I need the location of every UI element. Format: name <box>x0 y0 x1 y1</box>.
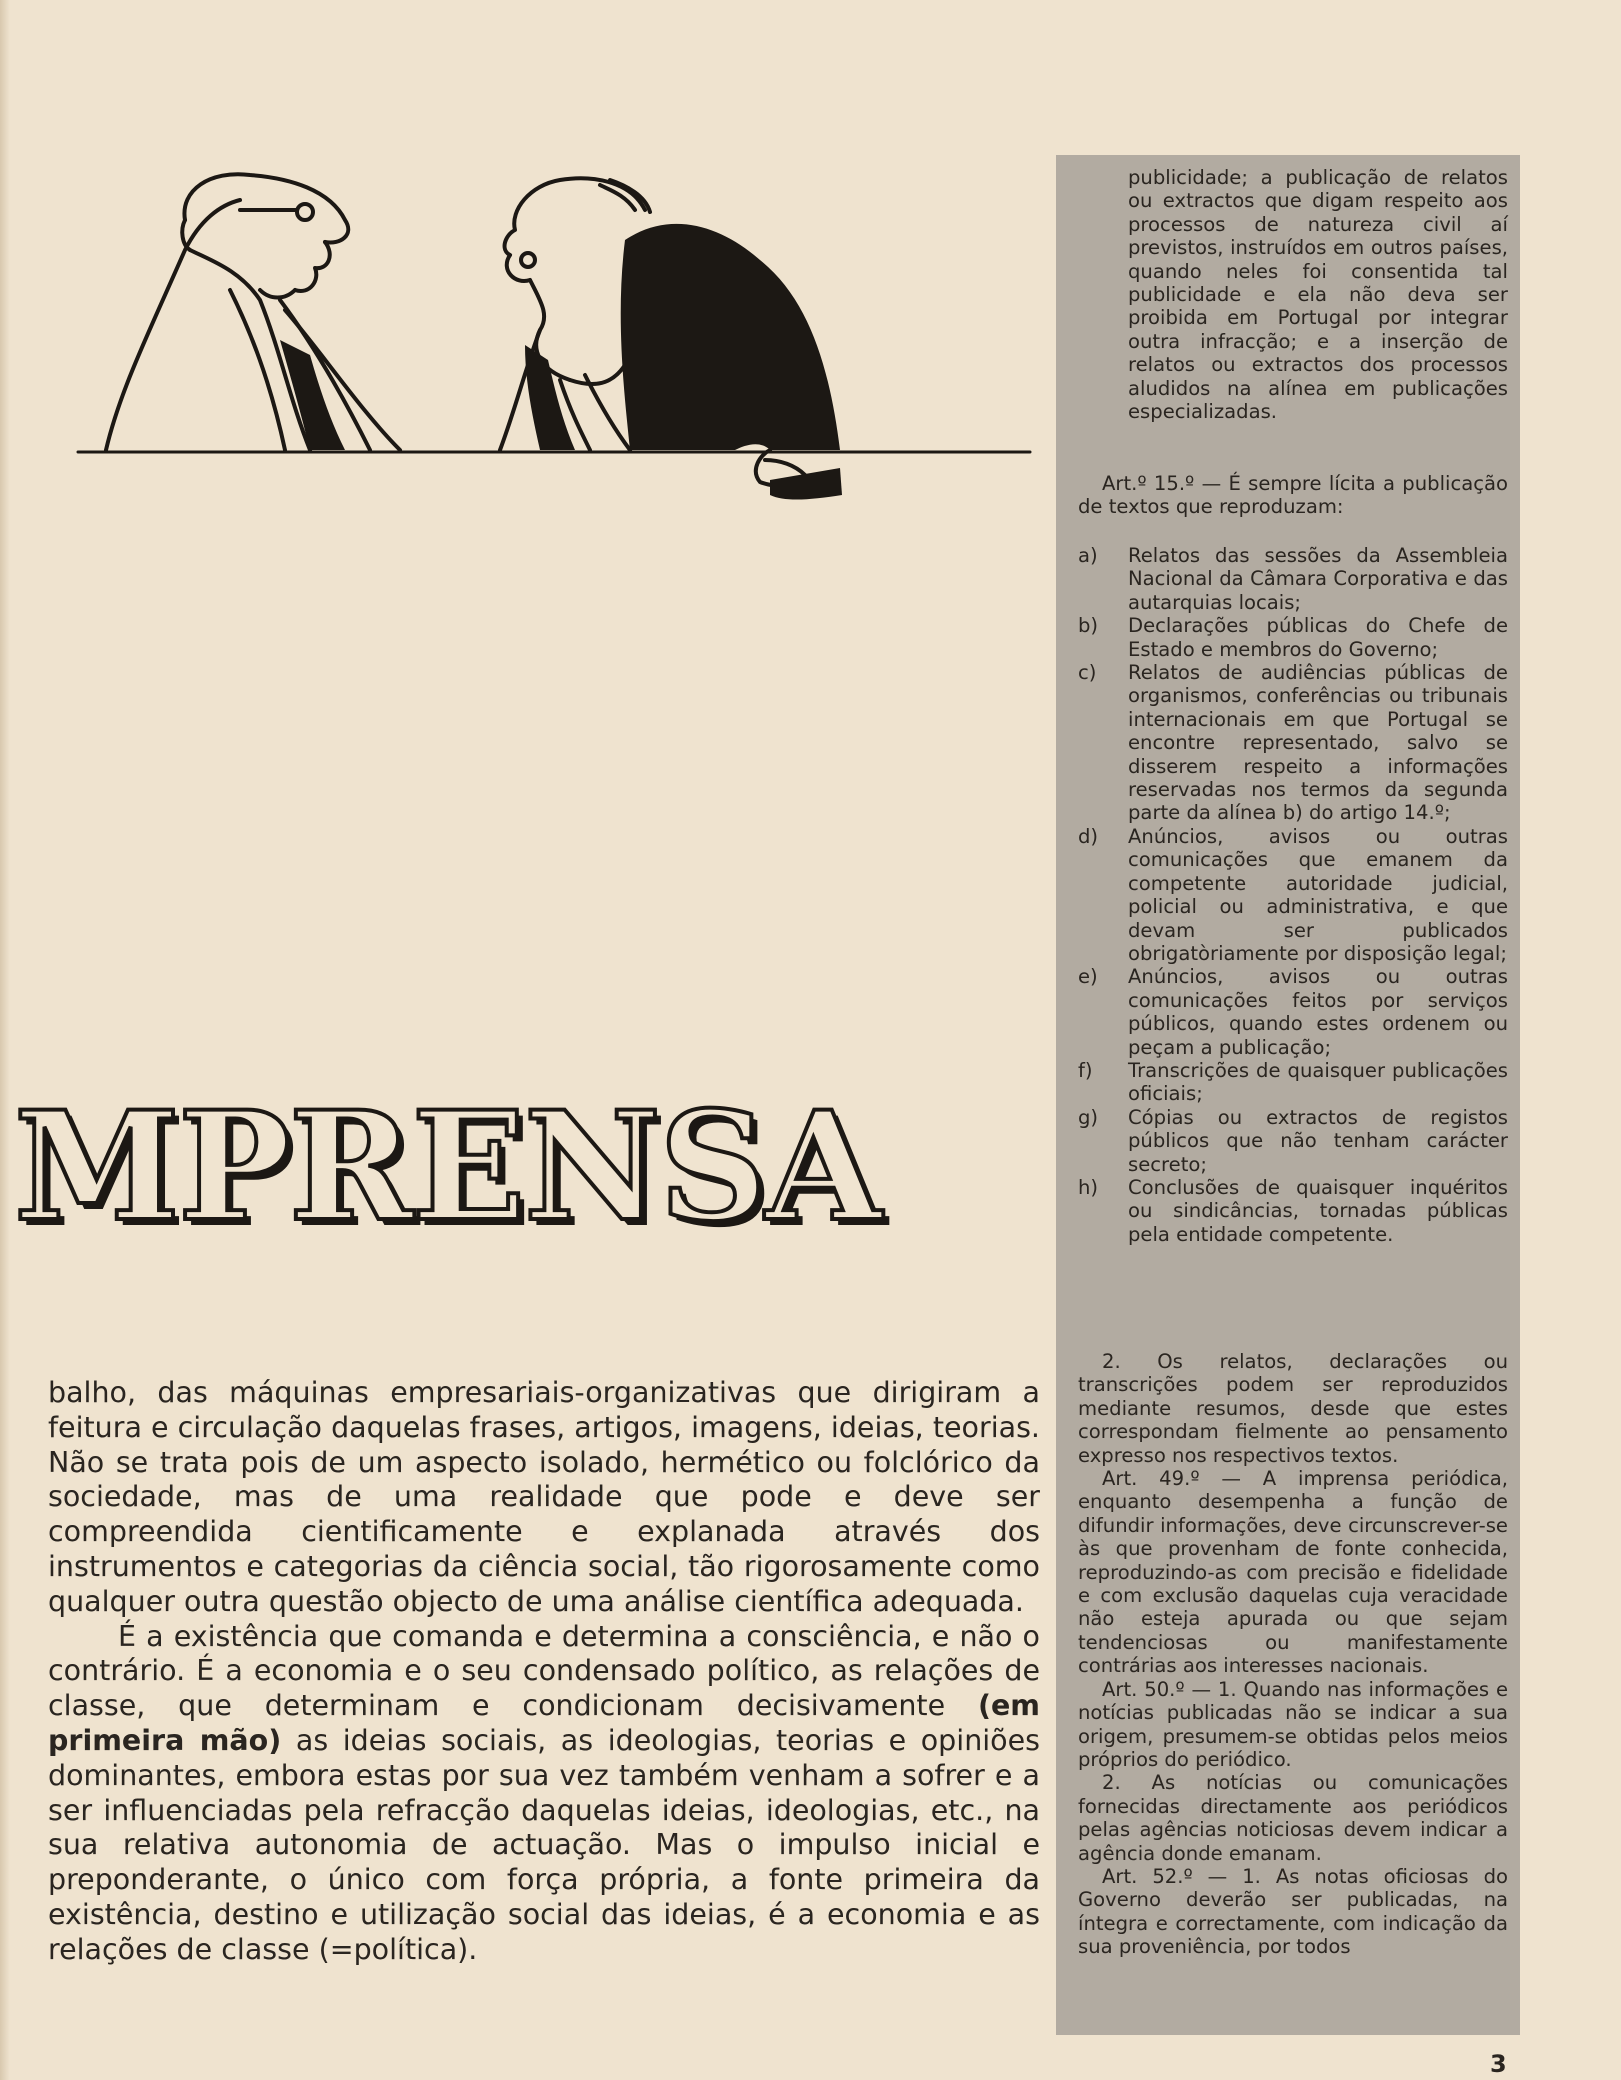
list-item <box>1078 1176 1508 1246</box>
article-paragraph <box>48 1620 1040 1968</box>
list-item <box>1078 1106 1508 1176</box>
article-paragraph: balho, das máquinas empresariais-organizativas que dirigiram a feitura e circulação daquelas frases, artigos, imagens, ideias, teorias. Não se trata pois de um aspecto isolado, hermético ou folclórico da sociedade, mas de uma realidade que pode e deve ser compreendida cientificamente e explanada através dos instrumentos e categorias da ciência social, tão rigorosamente como qualquer outra questão objecto de uma análise científica adequada. <box>48 1376 1040 1618</box>
page-number: 3 <box>1490 2050 1507 2078</box>
column-paragraph: 2. Os relatos, declarações ou transcrições podem ser reproduzidos mediante resumos, desde que estes correspondam fielmente ao pensamento expresso nos respectivos textos. <box>1078 1350 1508 1467</box>
list-item-text: Transcrições de quaisquer publicações oficiais; <box>1128 1058 1508 1106</box>
list-item-text: Declarações públicas do Chefe de Estado e membros do Governo; <box>1128 614 1508 661</box>
list-item-text: Anúncios, avisos ou outras comunicações que emanem da competente autoridade judicial, policial ou administrativa, e que devam ser publicados obrigatòriamente por disposição legal; <box>1128 824 1508 965</box>
paragraph-text: É a existência que comanda e determina a consciência, e não o contrário. É a economia e o seu condensado político, as relações de classe, que determinam e condicionam decisivamente <box>48 1619 1040 1723</box>
headline: MPRENSA <box>14 1079 880 1255</box>
list-item-label: f) <box>1078 1058 1093 1082</box>
column-paragraph: 2. As notícias ou comunicações fornecidas directamente aos periódicos pelas agências noticiosas devem indicar a agência donde emanam. <box>1078 1771 1508 1865</box>
list-item <box>1078 1059 1508 1106</box>
list-item-text: Relatos das sessões da Assembleia Nacional da Câmara Corporativa e das autarquias locais; <box>1128 544 1508 614</box>
list-item-text: Relatos de audiências públicas de organismos, conferências ou tribunais internacionais em que Portugal se encontre representado, salvo se disserem respeito a informações reservadas nos termos da segunda parte da alínea b) do artigo 14.º; <box>1128 661 1508 825</box>
list-item-text: Conclusões de quaisquer inquéritos ou sindicâncias, tornadas públicas pela entidade competente. <box>1128 1175 1508 1246</box>
list-item <box>1078 965 1508 1059</box>
list-item-label: e) <box>1078 965 1098 989</box>
article-body <box>48 1376 1040 1968</box>
list-item <box>1078 661 1508 825</box>
page-edge <box>0 0 10 2080</box>
list-item-label: a) <box>1078 544 1098 567</box>
list-item-label: d) <box>1078 824 1099 848</box>
list-item-label: g) <box>1078 1105 1099 1129</box>
column-bottom-block <box>1078 1350 1508 1959</box>
article-15 <box>1078 472 1508 519</box>
column-paragraph: Art. 49.º — A imprensa periódica, enquanto desempenha a função de difundir informações, deve circunscrever-se às que provenham de fonte conhecida, reproduzindo-as com precisão e fidelidade e com exclusão daquelas cuja veracidade não esteja apurada ou que sejam tendenciosas ou manifestamente contrárias aos interesses nacionais. <box>1078 1467 1508 1678</box>
list-item <box>1078 825 1508 965</box>
article-15-items <box>1078 544 1508 1246</box>
column-paragraph: Art. 50.º — 1. Quando nas informações e notícias publicadas não se indicar a sua origem, presumem-se obtidas pelos meios próprios do periódico. <box>1078 1677 1508 1771</box>
list-item-label: c) <box>1078 661 1097 685</box>
list-item-text: Anúncios, avisos ou outras comunicações feitos por serviços públicos, quando estes ordenem ou peçam a publicação; <box>1128 965 1508 1059</box>
list-item <box>1078 614 1508 661</box>
list-item <box>1078 544 1508 614</box>
paragraph-text: as ideias sociais, as ideologias, teorias e opiniões dominantes, embora estas por sua vez também venham a sofrer e a ser influenciadas pela refracção daquelas ideias, ideologias, etc., na sua relativa autonomia de actuação. Mas o impulso inicial e preponderante, o único com força própria, a fonte primeira da existência, destino e utilização social das ideias, é a economia e as relações de classe (=política). <box>48 1723 1040 1966</box>
column-paragraph: publicidade; a publicação de relatos ou extractos que digam respeito aos processos de natureza civil aí previstos, instruídos em outros países, quando neles foi consentida tal publicidade e ela não deva ser proibida em Portugal por integrar outra infracção; e a inserção de relatos ou extractos dos processos aludidos na alínea em publicações especializadas. <box>1128 166 1508 424</box>
column-paragraph: Art.º 15.º — É sempre lícita a publicação de textos que reproduzam: <box>1078 472 1508 519</box>
emphasis-text: (em primeira mão) <box>48 1689 1040 1757</box>
column-paragraph: Art. 52.º — 1. As notas oficiosas do Governo deverão ser publicadas, na íntegra e correctamente, com indicação da sua proveniência, por todos <box>1078 1864 1508 1959</box>
column-top-block <box>1078 166 1508 423</box>
cartoon-illustration <box>70 150 1050 510</box>
list-item-label: b) <box>1078 614 1099 638</box>
list-item-text: Cópias ou extractos de registos públicos que não tenham carácter secreto; <box>1128 1105 1508 1176</box>
list-item-label: h) <box>1078 1175 1099 1199</box>
